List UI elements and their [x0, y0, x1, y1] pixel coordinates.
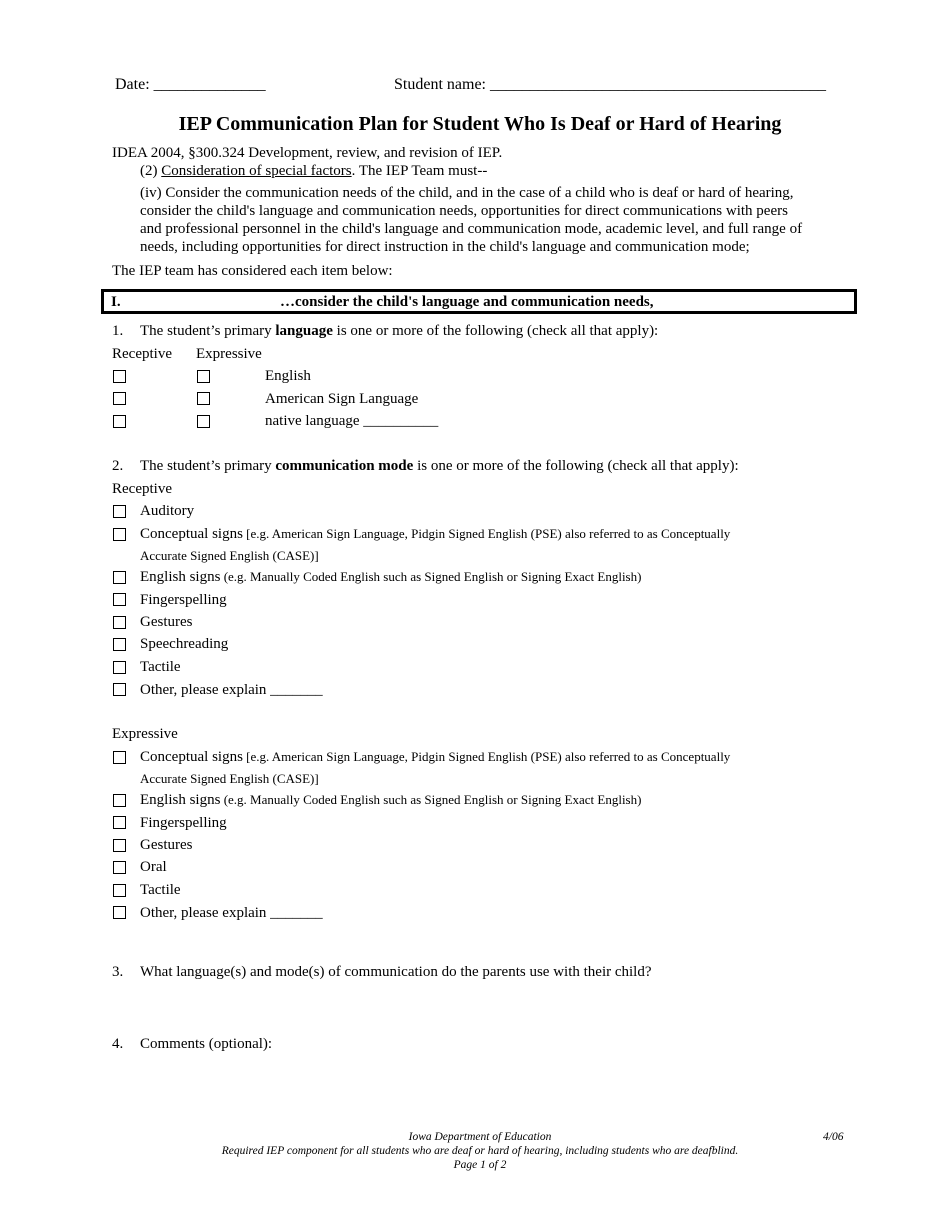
- receptive-english-signs-label: [140, 569, 641, 586]
- footer-required-note: Required IEP component for all students who are deaf or hard of hearing, including students who are deafblind.: [221, 1145, 739, 1157]
- receptive-fingerspelling-checkbox[interactable]: [113, 593, 126, 606]
- q1-pre: The student’s primary: [140, 323, 276, 339]
- q1-number: 1.: [112, 323, 124, 339]
- receptive-english-signs-main: English signs: [140, 569, 221, 585]
- q2-post: is one or more of the following (check all that apply):: [413, 458, 739, 474]
- receptive-speechreading-label: Speechreading: [140, 636, 229, 652]
- expressive-english-signs-note: (e.g. Manually Coded English such as Signed English or Signing Exact English): [220, 792, 642, 807]
- expressive-oral-checkbox[interactable]: [113, 861, 126, 874]
- q1-option-english: English: [265, 368, 311, 384]
- receptive-english-signs-note: (e.g. Manually Coded English such as Signed English or Signing Exact English): [220, 569, 642, 584]
- q1-expressive-asl-checkbox[interactable]: [197, 392, 210, 405]
- expressive-conceptual-note: [e.g. American Sign Language, Pidgin Signed English (PSE) also referred to as Conceptually: [242, 749, 731, 764]
- receptive-conceptual-note-cont: Accurate Signed English (CASE)]: [140, 548, 319, 563]
- expressive-other-label: Other, please explain _______: [140, 905, 323, 921]
- q1-bold: language: [275, 323, 333, 339]
- receptive-fingerspelling-label: Fingerspelling: [140, 592, 227, 608]
- expressive-english-signs-main: English signs: [140, 792, 221, 808]
- receptive-speechreading-checkbox[interactable]: [113, 638, 126, 651]
- paragraph-line: and professional personnel in the child's language and communication mode, academic level, and full range of: [140, 221, 803, 237]
- q1-receptive-header: Receptive: [112, 346, 172, 362]
- receptive-gestures-label: Gestures: [140, 614, 193, 630]
- paragraph-line: (iv) Consider the communication needs of the child, and in the case of a child who is deaf or hard of hearing,: [140, 185, 794, 201]
- footer-page-number: Page 1 of 2: [453, 1159, 507, 1171]
- receptive-tactile-checkbox[interactable]: [113, 661, 126, 674]
- factor-rest: . The IEP Team must--: [351, 163, 488, 179]
- footer-department: Iowa Department of Education: [408, 1131, 552, 1143]
- receptive-conceptual-signs-label: [140, 526, 730, 543]
- q2-expressive-label: Expressive: [112, 726, 178, 742]
- q4-number: 4.: [112, 1036, 124, 1052]
- q1-receptive-asl-checkbox[interactable]: [113, 392, 126, 405]
- receptive-other-label: Other, please explain _______: [140, 682, 323, 698]
- expressive-english-signs-checkbox[interactable]: [113, 794, 126, 807]
- q1-expressive-english-checkbox[interactable]: [197, 370, 210, 383]
- expressive-fingerspelling-checkbox[interactable]: [113, 816, 126, 829]
- q1-option-asl: American Sign Language: [265, 391, 419, 407]
- section-number: I.: [111, 294, 121, 310]
- receptive-gestures-checkbox[interactable]: [113, 616, 126, 629]
- q3-question: What language(s) and mode(s) of communication do the parents use with their child?: [140, 964, 652, 980]
- expressive-gestures-label: Gestures: [140, 837, 193, 853]
- q2-pre: The student’s primary: [140, 458, 276, 474]
- section-heading: …consider the child's language and communication needs,: [280, 294, 654, 310]
- expressive-tactile-checkbox[interactable]: [113, 884, 126, 897]
- receptive-other-checkbox[interactable]: [113, 683, 126, 696]
- q1-receptive-english-checkbox[interactable]: [113, 370, 126, 383]
- special-factors-title: Consideration of special factors: [161, 163, 352, 179]
- receptive-auditory-label: Auditory: [140, 503, 195, 519]
- receptive-conceptual-main: Conceptual signs: [140, 526, 243, 542]
- q4-comments-label: Comments (optional):: [140, 1036, 273, 1052]
- q3-number: 3.: [112, 964, 124, 980]
- q2-number: 2.: [112, 458, 124, 474]
- expressive-fingerspelling-label: Fingerspelling: [140, 815, 227, 831]
- expressive-other-checkbox[interactable]: [113, 906, 126, 919]
- footer-version: 4/06: [823, 1131, 844, 1143]
- expressive-conceptual-main: Conceptual signs: [140, 749, 243, 765]
- student-name-field[interactable]: Student name: __________________________________________: [394, 76, 826, 93]
- receptive-auditory-checkbox[interactable]: [113, 505, 126, 518]
- q1-receptive-native-checkbox[interactable]: [113, 415, 126, 428]
- q1-post: is one or more of the following (check all that apply):: [332, 323, 659, 339]
- q1-expressive-header: Expressive: [196, 346, 262, 362]
- paragraph-line: consider the child's language and communication needs, opportunities for direct communications with peers: [140, 203, 788, 219]
- receptive-english-signs-checkbox[interactable]: [113, 571, 126, 584]
- receptive-tactile-label: Tactile: [140, 659, 181, 675]
- expressive-gestures-checkbox[interactable]: [113, 839, 126, 852]
- expressive-conceptual-signs-label: [140, 749, 730, 766]
- date-field[interactable]: Date: ______________: [115, 76, 266, 93]
- expressive-english-signs-label: [140, 792, 641, 809]
- receptive-conceptual-note: [e.g. American Sign Language, Pidgin Signed English (PSE) also referred to as Conceptually: [242, 526, 731, 541]
- q1-expressive-native-checkbox[interactable]: [197, 415, 210, 428]
- considered-statement: The IEP team has considered each item below:: [112, 263, 393, 279]
- paragraph-line: needs, including opportunities for direct instruction in the child's language and communication mode;: [140, 239, 750, 255]
- q2-question: [140, 458, 739, 475]
- receptive-conceptual-signs-checkbox[interactable]: [113, 528, 126, 541]
- q1-question: [140, 323, 658, 340]
- special-factors-line: [140, 163, 487, 180]
- expressive-oral-label: Oral: [140, 859, 167, 875]
- page-title: IEP Communication Plan for Student Who Is Deaf or Hard of Hearing: [178, 113, 782, 135]
- factor-number: (2): [140, 163, 158, 179]
- expressive-conceptual-note-cont: Accurate Signed English (CASE)]: [140, 771, 319, 786]
- q2-bold: communication mode: [275, 458, 414, 474]
- q1-option-native: native language __________: [265, 413, 439, 429]
- expressive-conceptual-signs-checkbox[interactable]: [113, 751, 126, 764]
- q2-receptive-label: Receptive: [112, 481, 172, 497]
- idea-citation: IDEA 2004, §300.324 Development, review, and revision of IEP.: [112, 145, 503, 161]
- expressive-tactile-label: Tactile: [140, 882, 181, 898]
